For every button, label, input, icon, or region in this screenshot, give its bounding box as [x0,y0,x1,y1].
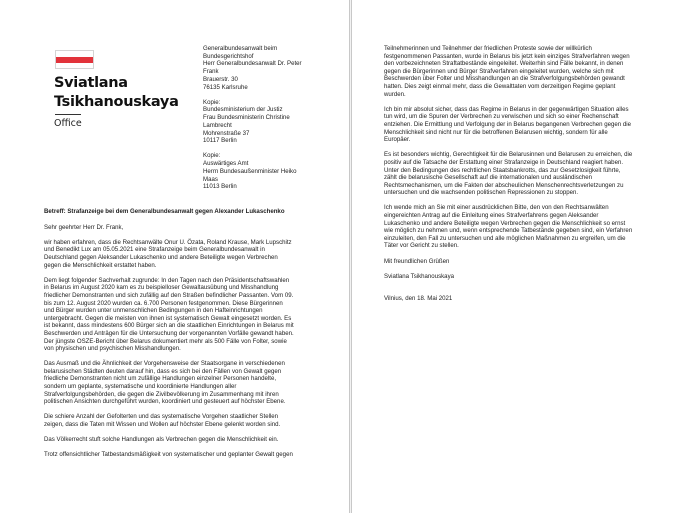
text-line: Täter vor Gericht zu stellen. [384,242,459,250]
address-block [203,45,338,198]
address-line: Bundesgerichtshof [203,52,254,60]
place-date: Vilnius, den 18. Mai 2021 [384,295,453,303]
address-line: 11013 Berlin [203,183,237,191]
recipient-address [203,45,338,91]
paragraph [384,106,669,144]
address-line: Brauerstr. 30 [203,75,238,83]
salutation: Sehr geehrter Herr Dr. Frank, [44,223,124,231]
text-line: belarusischen Städten deuten darauf hin, dass es sich bei den Fällen von Gewalt gegen [44,367,282,375]
text-line: bis zum 12. August 2020 wurden ca. 6.700 Personen festgenommen. Diese Bürgerinnen [44,299,283,307]
text-line: hatten. Dies zeigt einmal mehr, dass die Gewalttaten vom derzeitigen Regime geplant [384,82,616,90]
text-line: politischen Ansichten durchgeführt wurden, koordiniert und gesteuert auf höchster Ebene. [44,398,286,406]
text-line: entziehen. Die Ermittlung und Verfolgung der in Belarus begangenen Verbrechen gegen die [384,120,631,128]
text-line: Unter den Bedingungen des rechtlichen Staatsbankrotts, das zur Gesetzlosigkeit führte, [384,166,621,174]
text-line: wurden. [384,90,406,98]
text-line: wir haben erfahren, dass die Rechtsanwälte Onur U. Özata, Roland Krause, Mark Lupschitz [44,238,292,246]
text-line: Das Völkerrecht stuft solche Handlungen als Verbrechen gegen die Menschlichkeit ein. [44,436,279,444]
address-line: Frank [203,68,219,76]
text-line: Deutschland gegen Aleksander Lukaschenko und andere Beteiligte wegen Verbrechen [44,253,278,261]
text-line: tun wird, um die Spuren der Verbrechen zu verwischen und sich so einer Rechenschaft [384,113,619,121]
address-line: Herr Generalbundesanwalt Dr. Peter [203,60,302,68]
text-line: untersuchen und die wachsenden politischen Repressionen zu stoppen. [384,189,579,197]
text-line: zeigen, dass die Taten mit Wissen und Wollen auf höchster Ebene gelenkt worden sind. [44,421,281,429]
text-line: Europäer. [384,136,411,144]
text-line: Die schiere Anzahl der Gefolterten und das systematische Vorgehen staatlicher Stellen [44,413,279,421]
flag-red-stripe [56,57,93,63]
belarus-flag-logo [55,50,94,69]
text-line: ist bekannt, dass mindestens 600 Bürger sich an die staatlichen Einrichtungen in Belarus mit [44,322,294,330]
address-line: Mohrenstraße 37 [203,129,250,137]
text-line: Beschwerden und Anträgen für die Untersuchung der vorgenannten Vorfälle gewandt haben. [44,329,294,337]
text-line: sondern um geplante, systematische und koordinierte Handlungen aller [44,383,237,391]
subject-line: Betreff: Strafanzeige bei dem Generalbundesanwalt gegen Alexander Lukaschenko [44,208,285,215]
text-line: in Belarus im August 2020 kam es zu beispielloser Gewaltausübung und Misshandlung [44,284,279,292]
text-line: Das Ausmaß und die Ähnlichkeit der Vorgehensweise der Staatsorgane in verschiedenen [44,360,285,368]
copy-address-1 [203,99,338,145]
text-line: untergebracht. Gegen die meisten von ihnen ist systematisch Gewalt eingesetzt worden. Es [44,314,292,322]
text-line: Es ist besonders wichtig, Gerechtigkeit für die Belarusinnen und Belarusen zu erreichen, die [384,151,633,159]
paragraph [44,239,336,269]
address-line: Lambrecht [203,121,232,129]
letterhead-name [54,74,179,112]
text-line: eingereichten Antrag auf die Einleitung eines Strafverfahrens gegen Aleksander [384,212,599,220]
letterhead-name-line2: Tsikhanouskaya [54,94,179,110]
address-line: Generalbundesanwalt beim [203,45,278,52]
text-line: gegen die Bürgerinnen und Bürger Strafverfahren eingeleitet wurden, welche sich mit [384,67,614,75]
paragraph [44,360,336,406]
address-line: Maas [203,175,218,183]
text-line: friedliche Demonstranten nicht um zufällige Handlungen einzelner Personen handelte, [44,375,277,383]
text-line: Menschlichkeit sind nicht nur für die betroffenen Belarusen wichtig, sondern für alle [384,128,608,136]
text-line: Lukaschenko und andere Beteiligte wegen Verbrechen gegen die Menschlichkeit so ernst [384,219,626,227]
text-line: Teilnehmerinnen und Teilnehmer der friedlichen Proteste sowie der willkürlich [384,45,592,52]
text-line: friedlicher Demonstranten und sich zufällig auf den Straßen befindlicher Passanten. Vom 09. [44,291,294,299]
text-line: den vorbezeichneten Straftatbestände eingeleitet. Weiterhin sind Fälle bekannt, in denen [384,60,624,68]
text-line: wie möglich zu nehmen und, wenn entsprechende Tatbestände gegeben sind, ein Verfahren [384,227,633,235]
address-line: Herrn Bundesaußenminister Heiko [203,167,297,175]
text-line: zählt die belarusische Gesellschaft auf die internationalen und ausländischen [384,174,592,182]
text-line: Beschwerden über Folter und Misshandlungen an die Strafverfolgungsbehörden gewandt [384,75,625,83]
text-line: Ich wende mich an Sie mit einer ausdrücklichen Bitte, den von den Rechtsanwälten [384,204,609,212]
paragraph [384,45,669,98]
text-line: gegen die Menschlichkeit erstattet haben. [44,261,157,269]
text-line: einzuleiten, den Fall zu untersuchen und alle möglichen Maßnahmen zu ergreifen, um die [384,234,626,242]
text-line: Ich bin mir absolut sicher, dass das Regime in Belarus in der gegenwärtigen Situation alles [384,105,629,113]
page-1 [0,0,349,513]
paragraph [44,277,336,353]
text-line: und Benedikt Lux am 05.05.2021 eine Strafanzeige beim Generalbundesanwalt in [44,246,265,254]
text-line: Trotz offensichtlicher Tatbestandsmäßigkeit von systematischer und geplanter Gewalt gegen [44,451,293,459]
text-line: Strafverfolgungsbehörden, die gegen die Zivilbevölkerung im Zusammenhang mit ihren [44,390,279,398]
address-line: Frau Bundesministerin Christine [203,114,290,122]
paragraph [44,436,336,444]
text-line: Dem liegt folgender Sachverhalt zugrunde: In den Tagen nach den Präsidentschaftswahlen [44,276,290,284]
text-line: und Bürger wurden unter unmenschlichen Bedingungen in den Hafteinrichtungen [44,307,263,315]
letterhead-rule [55,114,81,115]
text-line: von physischen und psychischen Misshandlungen. [44,345,181,353]
letterhead-name-line1: Sviatlana [54,75,128,91]
address-line: 10117 Berlin [203,137,237,145]
text-line: Rechtsmechanismen, um die Fakten der abscheulichen Menschenrechtsverletzungen zu [384,181,624,189]
letter-body-page1 [44,208,336,467]
text-line: festgenommenen Passanten, wurde in Belarus bis jetzt kein einziges Strafverfahren wegen [384,52,630,60]
letterhead-subtitle: Office [54,118,82,129]
address-line: Kopie: [203,98,221,106]
address-line: Kopie: [203,152,221,160]
closing: Mit freundlichen Grüßen [384,257,450,265]
text-line: Der jüngste OSZE-Bericht über Belarus dokumentiert mehr als 500 Fälle von Folter, sowie [44,337,287,345]
letter-body-page2 [384,45,669,311]
signature: Sviatlana Tsikhanouskaya [384,272,455,280]
copy-address-2 [203,152,338,191]
address-line: Bundesministerium der Justiz [203,106,283,114]
paragraph [44,413,336,428]
address-line: Auswärtiges Amt [203,160,249,168]
paragraph [384,204,669,250]
paragraph [384,151,669,197]
paragraph [44,451,336,459]
text-line: positiv auf die Tatsache der Erstattung einer Strafanzeige in Deutschland reagiert haben. [384,158,624,166]
address-line: 76135 Karlsruhe [203,83,248,91]
